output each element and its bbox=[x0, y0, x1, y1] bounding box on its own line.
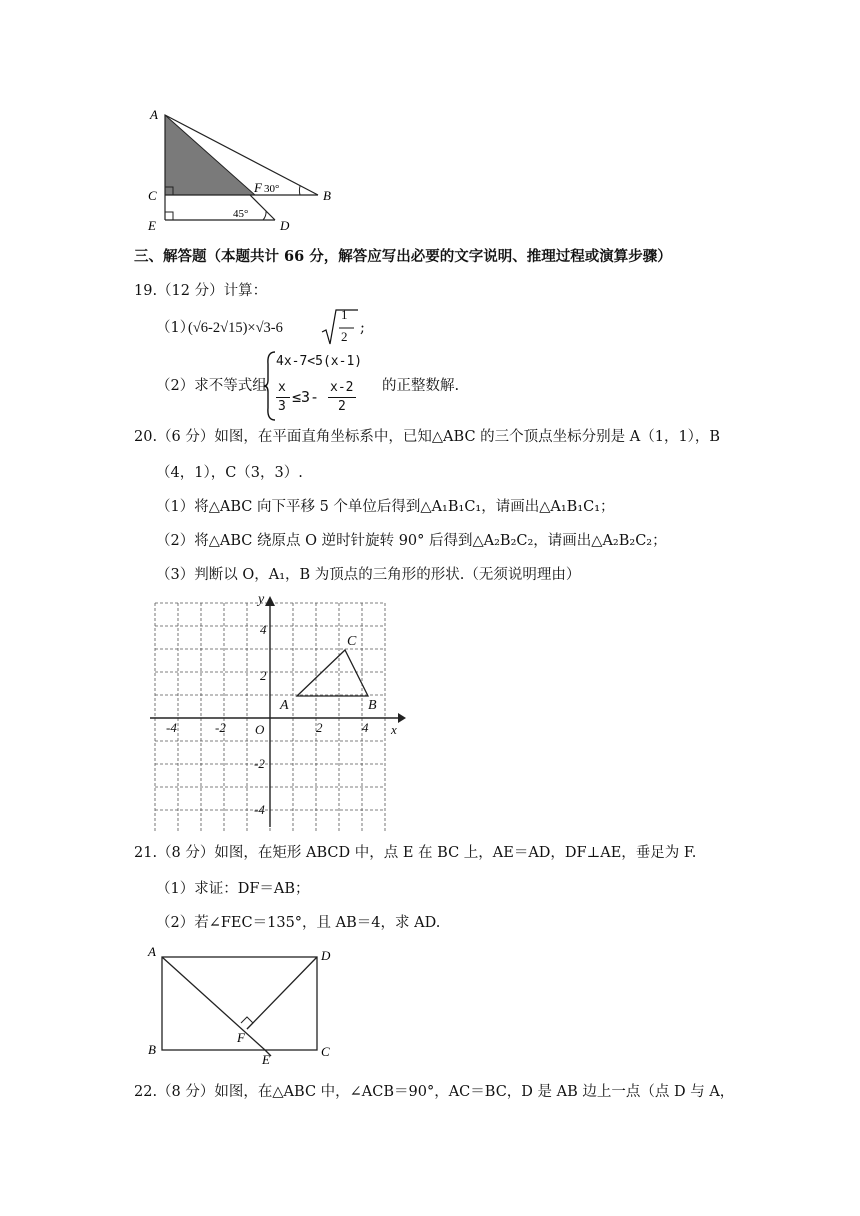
triangle-abc bbox=[297, 650, 368, 696]
tick-y-4: 4 bbox=[260, 622, 267, 637]
q20-sub-2: （2）将△ABC 绕原点 O 逆时针旋转 90° 后得到△A₂B₂C₂，请画出△A₂B₂C₂； bbox=[156, 533, 667, 549]
q21-sub-2: （2）若∠FEC＝135°，且 AB＝4，求 AD. bbox=[156, 915, 441, 931]
label-c: C bbox=[321, 1044, 330, 1059]
q21-line-1: 21.（8 分）如图，在矩形 ABCD 中，点 E 在 BC 上，AE＝AD，DF⊥AE，垂足为 F. bbox=[134, 845, 697, 861]
q19-part1-end: ; bbox=[360, 320, 365, 336]
tick-x-4: 4 bbox=[362, 720, 369, 735]
label-a: A bbox=[148, 944, 156, 959]
label-d: D bbox=[280, 218, 290, 233]
q19-inequality-2-num: x bbox=[278, 380, 286, 395]
label-30: 30° bbox=[264, 183, 280, 195]
tick-y--2: -2 bbox=[254, 756, 265, 771]
tick-y--4: -4 bbox=[254, 802, 265, 817]
label-a: A bbox=[150, 107, 158, 122]
fraction-bar bbox=[276, 397, 290, 398]
q19-inequality-2-den2: 2 bbox=[338, 399, 346, 414]
grid-label-c: C bbox=[347, 634, 357, 649]
q19-head: 19.（12 分）计算： bbox=[134, 283, 268, 299]
x-axis-label: x bbox=[391, 722, 397, 737]
x-axis-arrow-icon bbox=[398, 713, 406, 723]
tick-x--4: -4 bbox=[166, 720, 177, 735]
q19-part1-frac-num: 1 bbox=[341, 307, 348, 322]
q19-inequality-2-num2: x-2 bbox=[330, 380, 354, 395]
q21-sub-1: （1）求证：DF＝AB； bbox=[156, 881, 310, 897]
section-3-heading: 三、解答题（本题共计 66 分，解答应写出必要的文字说明、推理过程或演算步骤） bbox=[134, 248, 672, 265]
q19-inequality-2-den: 3 bbox=[278, 399, 286, 414]
fraction-bar bbox=[328, 397, 356, 398]
q20-sub-1: （1）将△ABC 向下平移 5 个单位后得到△A₁B₁C₁，请画出△A₁B₁C₁； bbox=[156, 499, 615, 515]
q20-sub-3: （3）判断以 O，A₁，B 为顶点的三角形的形状.（无须说明理由） bbox=[156, 567, 581, 583]
label-f: F bbox=[254, 180, 262, 195]
q19-inequality-2-mid: ≤3- bbox=[292, 388, 320, 406]
line-ae bbox=[162, 957, 265, 1050]
line-fd bbox=[250, 195, 275, 220]
q19-inequality-1: 4x-7<5(x-1) bbox=[276, 354, 363, 369]
q20-line-1: 20.（6 分）如图，在平面直角坐标系中，已知△ABC 的三个顶点坐标分别是 A（1，1），B bbox=[134, 429, 721, 445]
q20-line-2: （4，1），C（3，3）. bbox=[156, 465, 303, 481]
label-f: F bbox=[237, 1030, 245, 1045]
q19-part1-expr: (√6-2√15)×√3-6 bbox=[188, 320, 283, 336]
q19-part1-sqrt-half bbox=[320, 306, 360, 350]
label-e: E bbox=[262, 1052, 270, 1067]
grid-label-a: A bbox=[280, 698, 289, 713]
label-d: D bbox=[321, 948, 331, 963]
tick-x--2: -2 bbox=[215, 720, 226, 735]
q19-part2-tail: 的正整数解. bbox=[382, 378, 460, 394]
label-45: 45° bbox=[233, 208, 249, 220]
label-c: C bbox=[148, 188, 157, 203]
q19-part1-label: （1） bbox=[156, 320, 195, 336]
label-b: B bbox=[148, 1042, 156, 1057]
right-angle-e bbox=[165, 212, 173, 220]
tick-y-2: 2 bbox=[260, 668, 267, 683]
q18-triangle-figure bbox=[140, 100, 350, 235]
y-axis-label: y bbox=[258, 592, 265, 607]
line-df bbox=[247, 957, 317, 1029]
label-b: B bbox=[323, 188, 331, 203]
right-angle-f bbox=[241, 1017, 253, 1029]
q22-line-1: 22.（8 分）如图，在△ABC 中，∠ACB＝90°，AC＝BC，D 是 AB 边上一点（点 D 与 A， bbox=[134, 1084, 735, 1100]
arc-30 bbox=[299, 186, 300, 195]
q21-rectangle-figure bbox=[140, 940, 350, 1068]
y-axis-arrow-icon bbox=[265, 596, 275, 606]
label-e: E bbox=[148, 218, 156, 233]
q19-part2-label: （2）求不等式组 bbox=[156, 378, 267, 394]
arc-45 bbox=[263, 211, 266, 220]
tick-x-2: 2 bbox=[316, 720, 323, 735]
q19-part1-frac-den: 2 bbox=[341, 329, 348, 344]
origin-label: O bbox=[255, 722, 265, 737]
grid-label-b: B bbox=[368, 698, 377, 713]
